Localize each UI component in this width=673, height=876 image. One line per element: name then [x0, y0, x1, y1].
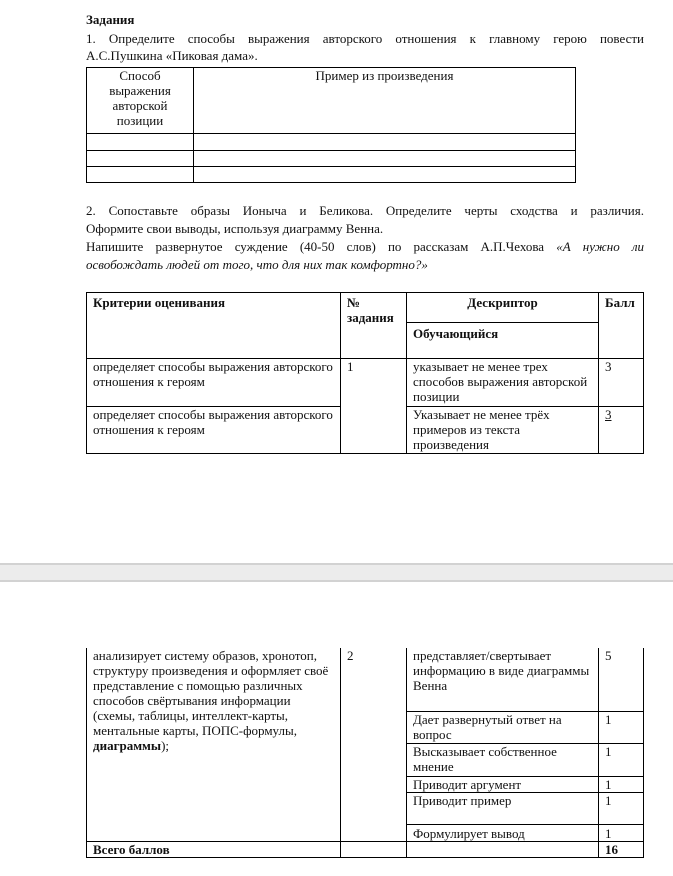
rubric-descriptor-cell: Формулирует вывод — [407, 824, 599, 841]
rubric-descriptor-cell: Дает развернутый ответ на вопрос — [407, 711, 599, 743]
task1-empty-cell — [194, 151, 576, 167]
rubric-score-cell: 3 — [599, 407, 644, 454]
criterion-text: анализирует систему образов, хронотоп, структуру произведения и оформляет своё представление с помощью различных способов свёртывания информации (схемы, таблицы, интеллект-карты, ментальные карты, ПОПС-формулы, — [93, 648, 329, 738]
rubric-score-cell: 1 — [599, 792, 644, 824]
task1-empty-cell — [194, 167, 576, 183]
rubric-criterion-cell — [87, 648, 341, 841]
rubric-descriptor-cell: представляет/свертывает информацию в виде диаграммы Венна — [407, 648, 599, 711]
task1-empty-cell — [87, 151, 194, 167]
page-break — [0, 563, 673, 582]
rubric-task-number: 2 — [341, 648, 407, 841]
rubric-score-cell: 3 — [599, 359, 644, 407]
rubric-score-cell: 1 — [599, 776, 644, 792]
total-label: Всего баллов — [87, 841, 341, 857]
rubric-score-cell: 1 — [599, 743, 644, 776]
task1-table — [86, 67, 576, 183]
task1-line2: А.С.Пушкина «Пиковая дама». — [86, 48, 258, 63]
task1-col1-header: Способ выражения авторской позиции — [87, 68, 194, 134]
task1-empty-cell — [87, 134, 194, 151]
criteria-header: Критерии оценивания — [87, 293, 341, 359]
rubric-table-continued — [86, 648, 644, 858]
task1-empty-cell — [194, 134, 576, 151]
rubric-score-cell: 5 — [599, 648, 644, 711]
task2-line3-plain: Напишите развернутое суждение (40-50 слов) по рассказам А.П.Чехова — [86, 239, 557, 254]
rubric-score-cell: 1 — [599, 824, 644, 841]
total-empty-cell — [341, 841, 407, 857]
descriptor-header: Дескриптор — [407, 293, 599, 323]
score-header: Балл — [599, 293, 644, 359]
section-title: Задания — [86, 12, 135, 27]
total-score: 16 — [599, 841, 644, 857]
task1-col2-header: Пример из произведения — [194, 68, 576, 134]
task1-line1: 1. Определите способы выражения авторского отношения к главному герою повести — [86, 31, 644, 46]
learner-header: Обучающийся — [407, 323, 599, 359]
rubric-descriptor-cell: Высказывает собственное мнение — [407, 743, 599, 776]
task2-line3-italic: «А нужно ли — [556, 239, 645, 254]
rubric-criterion-cell: определяет способы выражения авторского отношения к героям — [87, 359, 341, 407]
task2-line4: освобождать людей от того, что для них так комфортно?» — [86, 257, 428, 272]
rubric-task-number: 1 — [341, 359, 407, 454]
rubric-descriptor-cell: указывает не менее трех способов выражения авторской позиции — [407, 359, 599, 407]
rubric-criterion-cell: определяет способы выражения авторского отношения к героям — [87, 407, 341, 454]
rubric-descriptor-cell: Приводит аргумент — [407, 776, 599, 792]
criterion-tail: ); — [161, 738, 170, 753]
task1-empty-cell — [87, 167, 194, 183]
rubric-descriptor-cell: Указывает не менее трёх примеров из текста произведения — [407, 407, 599, 454]
rubric-score-cell: 1 — [599, 711, 644, 743]
rubric-table — [86, 292, 644, 454]
task2-line2: Оформите свои выводы, используя диаграмму Венна. — [86, 221, 384, 236]
task-no-header: № задания — [341, 293, 407, 359]
criterion-bold-text: диаграммы — [93, 738, 162, 753]
task2-line3 — [86, 239, 644, 254]
task2-line1: 2. Сопоставьте образы Ионыча и Беликова. Определите черты сходства и различия. — [86, 203, 644, 218]
total-empty-cell — [407, 841, 599, 857]
rubric-descriptor-cell: Приводит пример — [407, 792, 599, 824]
